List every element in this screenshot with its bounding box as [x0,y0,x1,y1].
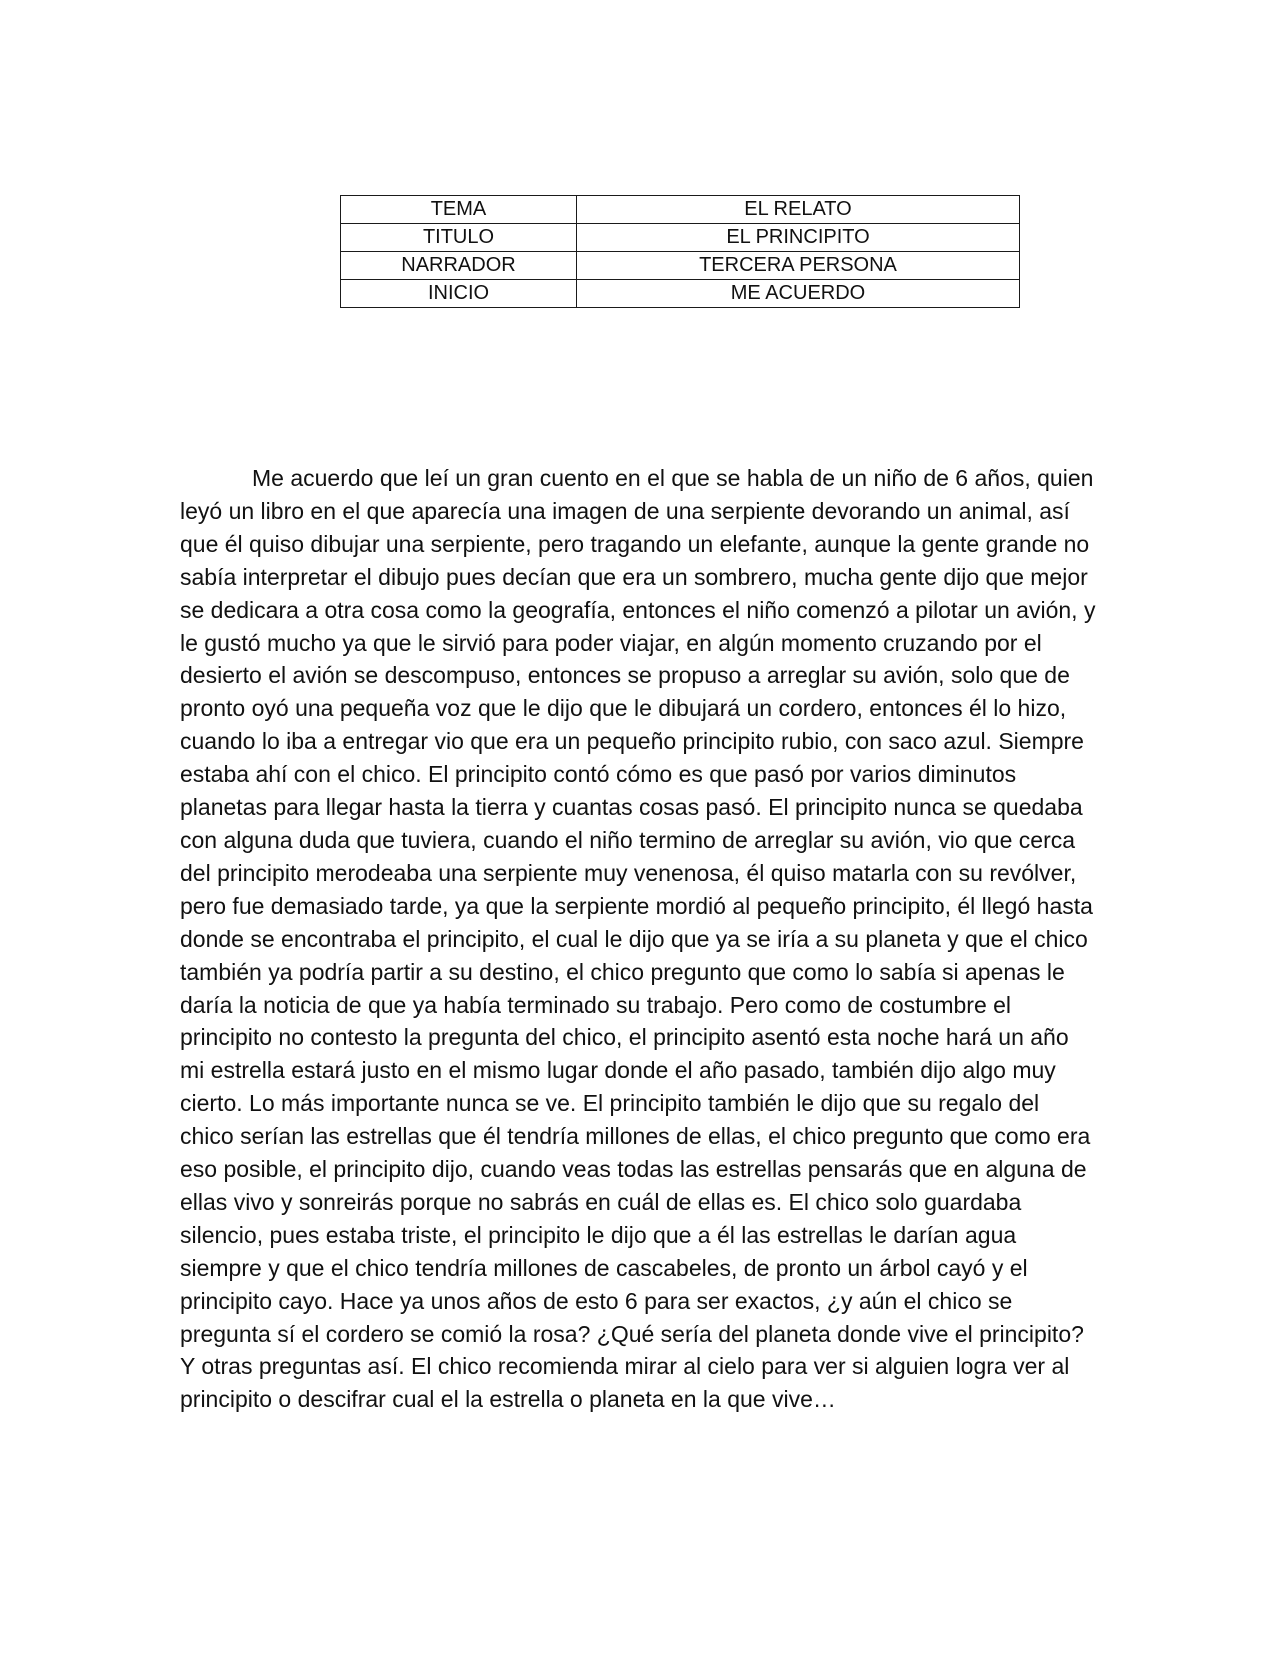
row-value: TERCERA PERSONA [577,252,1020,280]
table-row [341,252,1020,280]
row-label: INICIO [341,280,577,308]
table-row [341,280,1020,308]
row-label: TEMA [341,196,577,224]
row-label: NARRADOR [341,252,577,280]
table-row [341,224,1020,252]
row-label: TITULO [341,224,577,252]
row-value: EL PRINCIPITO [577,224,1020,252]
row-value: ME ACUERDO [577,280,1020,308]
table-row [341,196,1020,224]
summary-table [340,195,1020,308]
story-paragraph: Me acuerdo que leí un gran cuento en el que se habla de un niño de 6 años, quien leyó un libro en el que aparecía una imagen de una serpiente devorando un animal, así que él quiso dibujar una serpiente, pero tragando un elefante, aunque la gente grande no sabía interpretar el dibujo pues decían que era un sombrero, mucha gente dijo que mejor se dedicara a otra cosa como la geografía, entonces el niño comenzó a pilotar un avión, y le gustó mucho ya que le sirvió para poder viajar, en algún momento cruzando por el desierto el avión se descompuso, entonces se propuso a arreglar su avión, solo que de pronto oyó una pequeña voz que le dijo que le dibujará un cordero, entonces él lo hizo, cuando lo iba a entregar vio que era un pequeño principito rubio, con saco azul. Siempre estaba ahí con el chico. El principito contó cómo es que pasó por varios diminutos planetas para llegar hasta la tierra y cuantas cosas pasó. El principito nunca se quedaba con alguna duda que tuviera, cuando el niño termino de arreglar su avión, vio que cerca del principito merodeaba una serpiente muy venenosa, él quiso matarla con su revólver, pero fue demasiado tarde, ya que la serpiente mordió al pequeño principito, él llegó hasta donde se encontraba el principito, el cual le dijo que ya se iría a su planeta y que el chico también ya podría partir a su destino, el chico pregunto que como lo sabía si apenas le daría la noticia de que ya había terminado su trabajo. Pero como de costumbre el principito no contesto la pregunta del chico, el principito asentó esta noche hará un año mi estrella estará justo en el mismo lugar donde el año pasado, también dijo algo muy cierto. Lo más importante nunca se ve. El principito también le dijo que su regalo del chico serían las estrellas que él tendría millones de ellas, el chico pregunto que como era eso posible, el principito dijo, cuando veas todas las estrellas pensarás que en alguna de ellas vivo y sonreirás porque no sabrás en cuál de ellas es. El chico solo guardaba silencio, pues estaba triste, el principito le dijo que a él las estrellas le darían agua siempre y que el chico tendría millones de cascabeles, de pronto un árbol cayó y el principito cayo. Hace ya unos años de esto 6 para ser exactos, ¿y aún el chico se pregunta sí el cordero se comió la rosa? ¿Qué sería del planeta donde vive el principito? Y otras preguntas así. El chico recomienda mirar al cielo para ver si alguien logra ver al principito o descifrar cual el la estrella o planeta en la que vive… [180,465,1096,1413]
row-value: EL RELATO [577,196,1020,224]
